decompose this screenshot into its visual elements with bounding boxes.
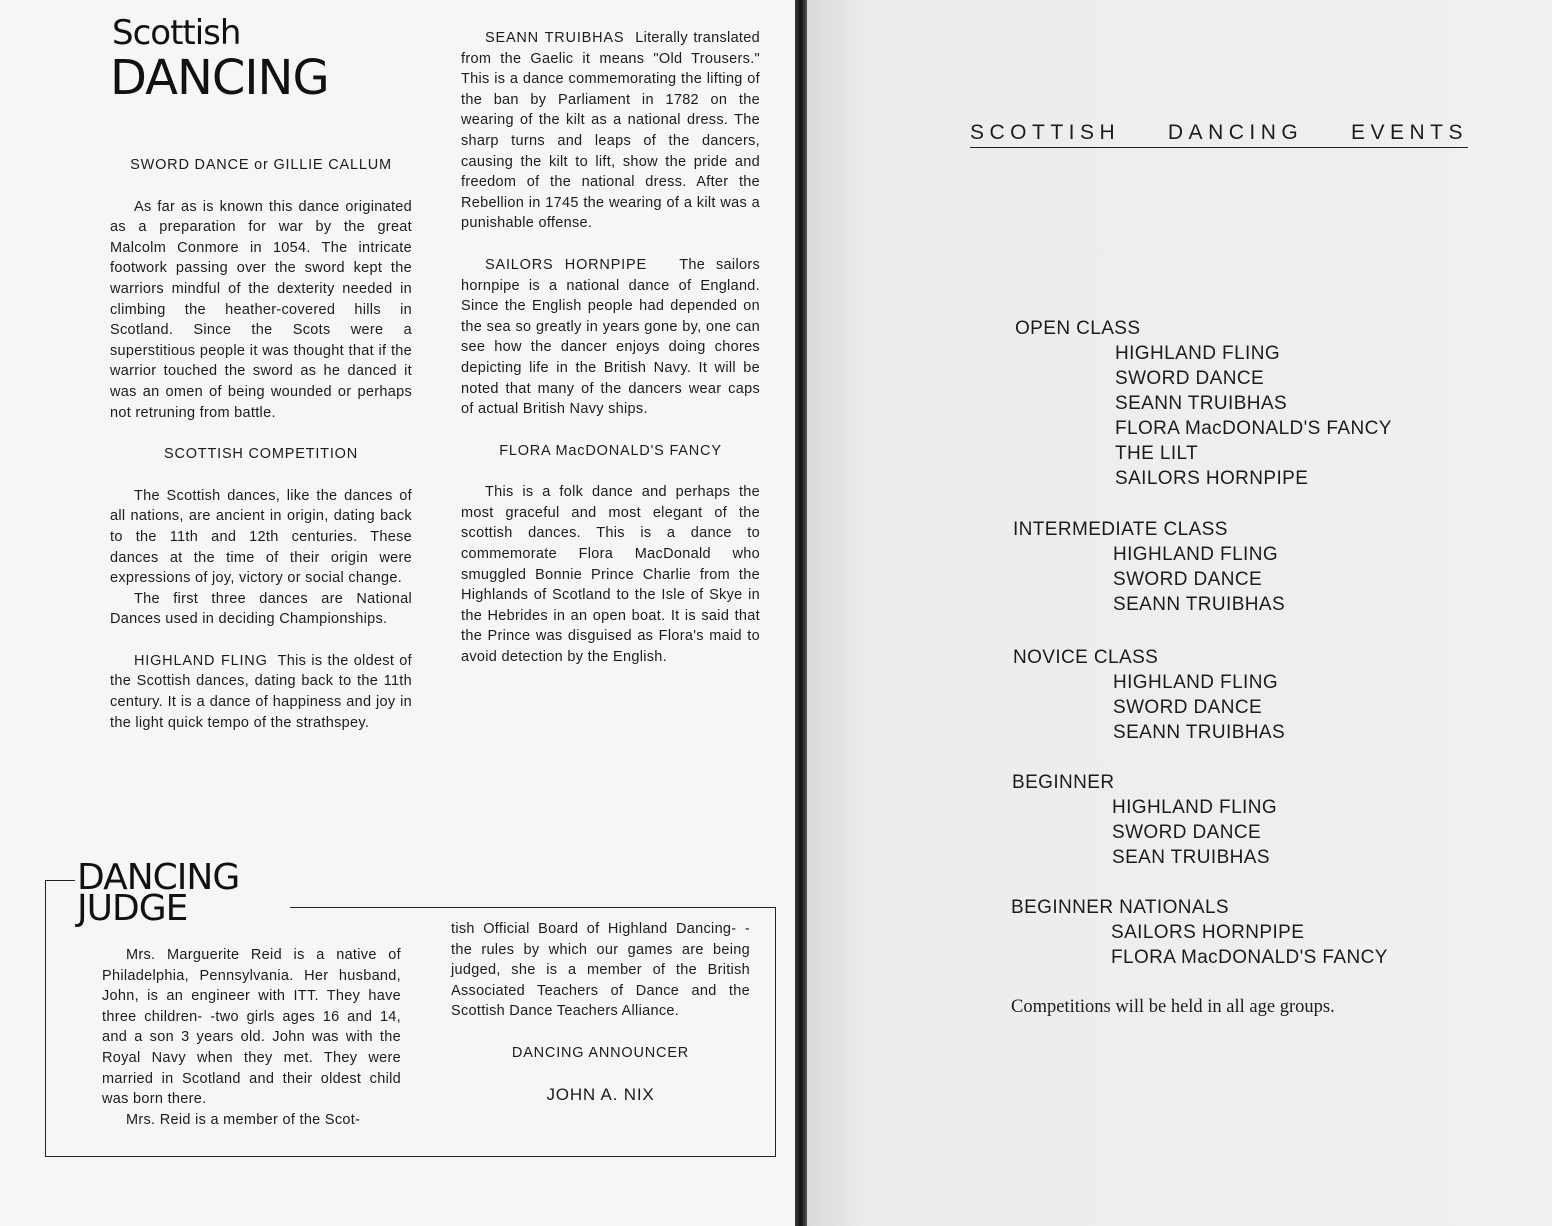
class-beginner (1012, 770, 1277, 870)
competition-text-2: The first three dances are National Dances used in deciding Championships. (110, 590, 412, 628)
book-spine (795, 0, 807, 1226)
right-column (461, 28, 760, 668)
announcer-name: JOHN A. NIX (546, 1084, 655, 1104)
sailors-text: The sailors hornpipe is a national dance of England. Since the English people had depended on the sea so greatly in years gone by, one can see how the dancer enjoys doing chores depicting life in the British Navy. It will be noted that many of the dancers wear caps of actual British Navy ships. (461, 256, 761, 418)
class-intermediate (1013, 517, 1285, 617)
judge-text-3: tish Official Board of Highland Dancing- - the rules by which our games are being judged, she is a member of the British Associated Teachers of Dance and the Scottish Dance Teachers Alliance. (451, 921, 750, 1020)
highland-fling-text: This is the oldest of the Scottish dances, dating back to the 11th century. It is a dance of happiness and joy in the light quick tempo of the strathspey. (110, 652, 412, 731)
highland-fling-paragraph (110, 651, 412, 733)
event-item: HIGHLAND FLING (1113, 544, 1279, 565)
event-item: HIGHLAND FLING (1113, 672, 1279, 693)
seann-text: Literally translated from the Gaelic it means "Old Trousers." This is a dance commemorating the lifting of the ban by Parliament in 1782 on the wearing of the kilt as a national dress. The sharp turns and leaps of the dancers, causing the kilt to lift, show the pride and freedom of the national dress. After the Rebellion in 1745 the wearing of a kilt was a punishable offense. (461, 30, 760, 232)
event-item: HIGHLAND FLING (1112, 797, 1278, 818)
event-item: SWORD DANCE (1113, 569, 1263, 590)
judge-column-1 (102, 945, 401, 1130)
class-name: INTERMEDIATE CLASS (1013, 519, 1228, 540)
announcer-heading: DANCING ANNOUNCER (511, 1044, 690, 1061)
competitions-note: Competitions will be held in all age groups. (1011, 997, 1335, 1017)
event-item: SWORD DANCE (1112, 822, 1262, 843)
class-name: NOVICE CLASS (1013, 647, 1159, 668)
events-title-word: DANCING (1167, 121, 1304, 144)
class-beginner-nationals (1011, 895, 1388, 970)
sailors-paragraph (461, 255, 760, 420)
judge-title-line2: JUDGE (77, 888, 188, 929)
title-scottish: Scottish (112, 13, 241, 53)
competition-text: The Scottish dances, like the dances of all nations, are ancient in origin, dating back to the 11th and 12th centuries. These dances at the time of their origin were expressions of joy, victory or social change. (110, 487, 412, 587)
events-title-word: EVENTS (1350, 121, 1468, 144)
sailors-runin: SAILORS HORNPIPE (485, 256, 647, 273)
judge-text-2: Mrs. Reid is a member of the Scot- (126, 1111, 361, 1128)
event-item: SAILORS HORNPIPE (1111, 922, 1305, 943)
class-name: BEGINNER (1012, 772, 1115, 793)
event-item: SWORD DANCE (1115, 368, 1265, 389)
seann-runin: SEANN TRUIBHAS (485, 30, 625, 46)
judge-box-border-top-left (45, 880, 75, 881)
sword-dance-heading: SWORD DANCE or GILLIE CALLUM (130, 157, 392, 173)
class-open (1015, 316, 1392, 491)
flora-heading: FLORA MacDONALD'S FANCY (499, 442, 722, 459)
title-dancing: DANCING (110, 50, 329, 106)
highland-fling-runin: HIGHLAND FLING (134, 652, 268, 669)
event-item: SEAN TRUIBHAS (1112, 847, 1270, 868)
event-item: SEANN TRUIBHAS (1113, 722, 1286, 743)
event-item: SWORD DANCE (1113, 697, 1263, 718)
judge-title-line1: DANCING (77, 857, 240, 898)
sword-dance-text: As far as is known this dance originated as a preparation for war by the great Malcolm Conmore in 1054. The intricate footwork passing over the sword kept the warriors mindful of the dexterity needed in climbing the heather-covered hills in Scotland. Since the Scots were a superstitious people it was thought that if the warrior touched the sword as he danced it was an omen of being wounded or perhaps not retruning from battle. (110, 198, 412, 421)
class-name: BEGINNER NATIONALS (1011, 897, 1229, 918)
event-item: SAILORS HORNPIPE (1115, 468, 1309, 489)
event-item: FLORA MacDONALD'S FANCY (1111, 947, 1388, 968)
event-item: HIGHLAND FLING (1115, 343, 1281, 364)
competition-heading: SCOTTISH COMPETITION (163, 446, 359, 463)
events-title-word: SCOTTISH (970, 121, 1121, 144)
events-title (970, 121, 1468, 148)
class-novice (1013, 645, 1285, 745)
seann-paragraph (461, 28, 760, 234)
class-name: OPEN CLASS (1015, 318, 1141, 339)
judge-text-1: Mrs. Marguerite Reid is a native of Philadelphia, Pennsylvania. Her husband, John, is an engineer with ITT. They have three children- -two girls ages 16 and 14, and a son 3 years old. John was with the Royal Navy when they met. They were married in Scotland and their oldest child was born there. (102, 947, 401, 1108)
flora-text: This is a folk dance and perhaps the most graceful and most elegant of the scottish dances. This is a dance to commemorate Flora MacDonald who smuggled Bonnie Prince Charlie from the Highlands of Scotland to the Isle of Skye in the Hebrides in an open boat. It is said that the Prince was disguised as Flora's maid to avoid detection by the English. (461, 484, 760, 666)
judge-column-2 (451, 919, 750, 1105)
left-column (110, 155, 412, 733)
event-item: SEANN TRUIBHAS (1113, 594, 1286, 615)
event-item: FLORA MacDONALD'S FANCY (1115, 418, 1392, 439)
judge-title (77, 857, 240, 929)
event-item: THE LILT (1115, 443, 1199, 464)
event-item: SEANN TRUIBHAS (1115, 393, 1288, 414)
